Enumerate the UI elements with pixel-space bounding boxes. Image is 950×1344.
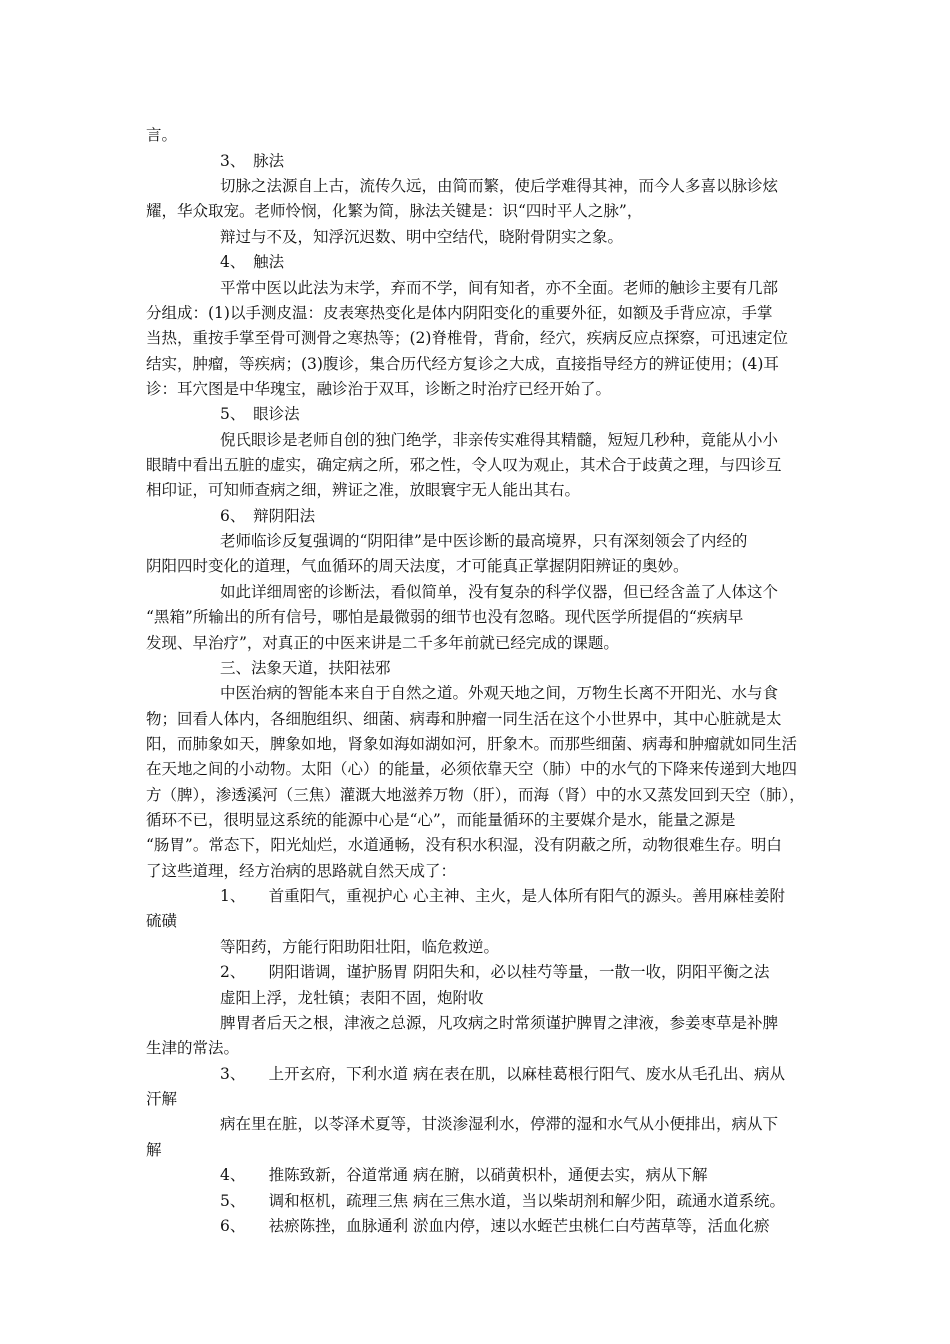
text-line: 如此详细周密的诊断法，看似简单，没有复杂的科学仪器，但已经含盖了人体这个 [220, 583, 779, 601]
text-line: 阳，而肺象如天，脾象如地，肾象如海如湖如河，肝象木。而那些细菌、病毒和肿瘤就如同生活 [146, 735, 798, 753]
text-line: 言。 [146, 126, 178, 144]
list-item: 2、 阴阳谐调，谨护肠胃 阴阳失和，必以桂芍等量，一散一收，阴阳平衡之法 [220, 963, 770, 981]
text-line: 耀，华众取宠。老师怜悯，化繁为简，脉法关键是：识“四时平人之脉”， [146, 202, 643, 220]
text-line: 生津的常法。 [146, 1039, 240, 1057]
list-item: 1、 首重阳气，重视护心 心主神、主火，是人体所有阳气的源头。善用麻桂姜附 [220, 887, 786, 905]
text-line: 倪氏眼诊是老师自创的独门绝学，非亲传实难得其精髓，短短几秒种，竟能从小小 [220, 431, 779, 449]
text-line: “肠胃”。常态下，阳光灿烂，水道通畅，没有积水积湿，没有阴蔽之所，动物很难生存。明白 [146, 836, 782, 854]
text-line: 在天地之间的小动物。太阳（心）的能量，必须依靠天空（肺）中的水气的下降来传递到大地四 [146, 760, 798, 778]
text-line: 了这些道理，经方治病的思路就自然天成了： [146, 862, 457, 880]
text-line: 结实，肿瘤，等疾病；(3)腹诊，集合历代经方复诊之大成，直接指导经方的辨证使用；(4)耳 [146, 355, 779, 373]
text-line: “黑箱”所输出的所有信号，哪怕是最微弱的细节也没有忽略。现代医学所提倡的“疾病早 [146, 608, 744, 626]
text-line: 诊：耳穴图是中华瑰宝，融诊治于双耳，诊断之时治疗已经开始了。 [146, 380, 612, 398]
text-line: 老师临诊反复强调的“阴阳律”是中医诊断的最高境界，只有深刻领会了内经的 [220, 532, 748, 550]
text-line: 虚阳上浮，龙牡镇；表阳不固，炮附收 [220, 989, 484, 1007]
text-line: 中医治病的智能本来自于自然之道。外观天地之间，万物生长离不开阳光、水与食 [220, 684, 779, 702]
section-heading: 3、 脉法 [220, 152, 285, 170]
text-line: 发现、早治疗”，对真正的中医来讲是二千多年前就已经完成的课题。 [146, 634, 619, 652]
section-heading: 4、 触法 [220, 253, 285, 271]
text-line: 解 [146, 1141, 162, 1159]
list-item: 6、 祛瘀陈挫，血脉通利 淤血内停，速以水蛭芒虫桃仁白芍茜草等，活血化瘀 [220, 1217, 770, 1235]
section-heading: 5、 眼诊法 [220, 405, 300, 423]
text-line: 循环不已，很明显这系统的能源中心是“心”，而能量循环的主要媒介是水，能量之源是 [146, 811, 736, 829]
list-item: 5、 调和枢机，疏理三焦 病在三焦水道，当以柴胡剂和解少阳，疏通水道系统。 [220, 1192, 786, 1210]
text-line: 平常中医以此法为末学，弃而不学，间有知者，亦不全面。老师的触诊主要有几部 [220, 279, 779, 297]
text-line: 眼睛中看出五脏的虚实，确定病之所，邪之性，令人叹为观止，其术合于歧黄之理，与四诊互 [146, 456, 782, 474]
section-heading: 三、法象天道，扶阳祛邪 [220, 659, 391, 677]
list-item: 4、 推陈致新，谷道常通 病在腑，以硝黄枳朴，通便去实，病从下解 [220, 1166, 708, 1184]
text-line: 等阳药，方能行阳助阳壮阳，临危救逆。 [220, 938, 500, 956]
text-line: 辩过与不及，知浮沉迟数、明中空结代，晓附骨阴实之象。 [220, 228, 624, 246]
text-line: 切脉之法源自上古，流传久远，由简而繁，使后学难得其神，而今人多喜以脉诊炫 [220, 177, 779, 195]
text-line: 阴阳四时变化的道理，气血循环的周天法度，才可能真正掌握阴阳辨证的奥妙。 [146, 557, 689, 575]
text-line: 方（脾），渗透溪河（三焦）灌溉大地滋养万物（肝），而海（肾）中的水又蒸发回到天空（肺）， [146, 786, 805, 804]
section-heading: 6、 辩阴阳法 [220, 507, 316, 525]
list-item: 3、 上开玄府，下利水道 病在表在肌，以麻桂葛根行阳气、废水从毛孔出、病从 [220, 1065, 786, 1083]
text-line: 物；回看人体内，各细胞组织、细菌、病毒和肿瘤一同生活在这个小世界中，其中心脏就是太 [146, 710, 782, 728]
text-line: 汗解 [146, 1090, 178, 1108]
text-line: 脾胃者后天之根，津液之总源，凡攻病之时常须谨护脾胃之津液，参姜枣草是补脾 [220, 1014, 779, 1032]
text-line: 相印证，可知师查病之细，辨证之准，放眼寰宇无人能出其右。 [146, 481, 581, 499]
text-line: 分组成：(1)以手测皮温：皮表寒热变化是体内阴阳变化的重要外征，如额及手背应凉，手掌 [146, 304, 773, 322]
text-line: 病在里在脏，以苓泽术夏等，甘淡渗湿利水，停滞的湿和水气从小便排出，病从下 [220, 1115, 779, 1133]
text-line: 当热，重按手掌至骨可测骨之寒热等；(2)脊椎骨，背俞，经穴，疾病反应点探察，可迅速定位 [146, 329, 788, 347]
text-line: 硫磺 [146, 912, 178, 930]
